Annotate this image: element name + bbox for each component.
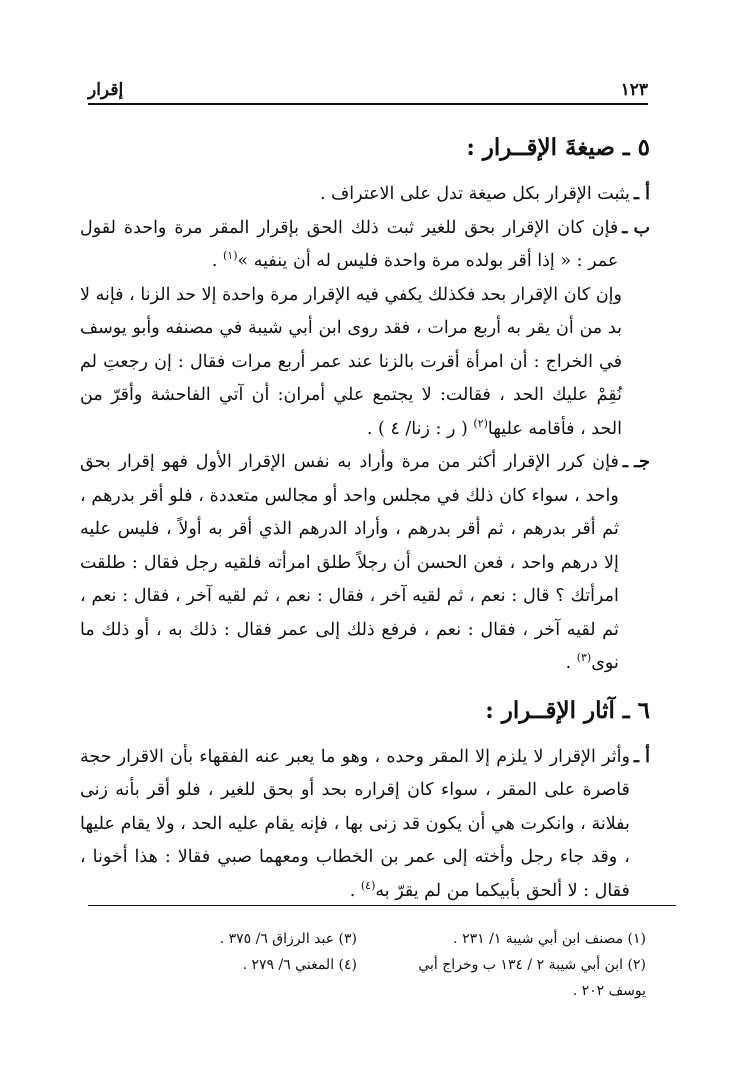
- page-number: ١٢٣: [620, 80, 648, 100]
- footnote-2: (٢) ابن أبي شيبة ٢ / ١٣٤ ب وخراج أبي يوسف ٢٠٢ .: [418, 957, 646, 999]
- item-tail: .: [349, 880, 361, 901]
- footnote-1: (١) مصنف ابن أبي شيبة ١/ ٢٣١ .: [453, 931, 646, 947]
- running-title: إقرار: [88, 80, 124, 100]
- section-5-item-b: [80, 212, 650, 279]
- section-5-item-c: [80, 446, 650, 681]
- section-5-item-a: [80, 178, 650, 212]
- page-body: [80, 128, 650, 908]
- item-body: فإن كان الإقرار بحق للغير ثبت ذلك الحق بإقرار المقر مرة واحدة لقول عمر : « إذا أقر بولده مرة واحدة فليس له أن ينفيه »: [80, 217, 619, 271]
- paragraph-body: وإن كان الإقرار بحد فكذلك يكفي فيه الإقرار مرة واحدة إلا حد الزنا ، فإنه لا بد من أن يقر به أربع مرات ، فقد روى ابن أبي شيبة في مصنفه وأبو يوسف في الخراج : أن امرأة أقرت بالزنا عند عمر أربع مرات فقال : إن رجعتِ لم نُقِمْ عليك الحد ، فقالت: لا يجتمع علي أمران: أن آتي الفاحشة وأقرّ من الحد ، فأقامه عليها: [80, 284, 622, 439]
- item-text: [80, 741, 630, 909]
- item-marker: أ ـ: [633, 184, 650, 204]
- item-marker: أ ـ: [633, 746, 650, 767]
- footnote-ref: (٤): [360, 878, 376, 892]
- item-marker: ب ـ: [622, 217, 650, 238]
- item-tail: .: [211, 251, 223, 271]
- item-tail: .: [565, 653, 577, 673]
- footnote-ref: (١): [222, 249, 238, 263]
- item-text: [80, 446, 619, 681]
- section-5-paragraph-hadd: [80, 279, 650, 447]
- footnote-ref: (٣): [576, 651, 592, 665]
- footnote-divider: [88, 905, 676, 906]
- section-6-item-a: [80, 741, 650, 909]
- item-text: يثبت الإقرار بكل صيغة تدل على الاعتراف .: [320, 184, 630, 204]
- item-body: فإن كرر الإقرار أكثر من مرة وأراد به نفس الإقرار الأول فهو إقرار بحق واحد ، سواء كان ذلك في مجلس واحد أو مجالس متعددة ، فلو أقر بدرهم ، ثم أقر بدرهم ، ثم أقر بدرهم ، وأراد الدرهم الذي أقر به أولاً ، فليس عليه إلا درهم واحد ، فعن الحسن أن رجلاً طلق امرأته فلقيه رجل فقال : طلقت امرأتك ؟ قال : نعم ، ثم لقيه آخر ، فقال : نعم ، ثم لقيه آخر ، فقال : نعم ، ثم لقيه آخر ، فقال : نعم ، فرفع ذلك إلى عمر فقال : ذلك به ، أو ذلك ما نوى: [80, 452, 619, 673]
- paragraph-tail: ( ر : زنا/ ٤ ) .: [366, 418, 474, 439]
- page-header: [88, 70, 648, 105]
- item-body: وأثر الإقرار لا يلزم إلا المقر وحده ، وهو ما يعبر عنه الفقهاء بأن الاقرار حجة قاصرة على المقر ، سواء كان إقراره بحد أو بحق للغير ، فلو أقر بأنه زنى بفلانة ، وانكرت هي أن يكون قد زنى بها ، فإنه يقام عليه الحد ، ولا يقام عليها ، وقد جاء رجل وأخته إلى عمر بن الخطاب ومعهما صبي فقالا : هذا أخونا ، فقال : لا ألحق بأبيكما من لم يقرّ به: [80, 746, 630, 901]
- footnote-ref: (٢): [473, 416, 488, 430]
- section-6-title: ٦ ـ آثار الإقــرار :: [485, 696, 650, 724]
- footnote-3: (٣) عبد الرزاق ٦/ ٣٧٥ .: [219, 931, 357, 947]
- item-text: [80, 212, 618, 279]
- section-5-title: ٥ ـ صيغةَ الإقــرار :: [466, 134, 650, 161]
- item-marker: جـ ـ: [622, 452, 650, 472]
- footnotes: [88, 926, 646, 1004]
- footnote-4: (٤) المغني ٦/ ٢٧٩ .: [242, 957, 357, 973]
